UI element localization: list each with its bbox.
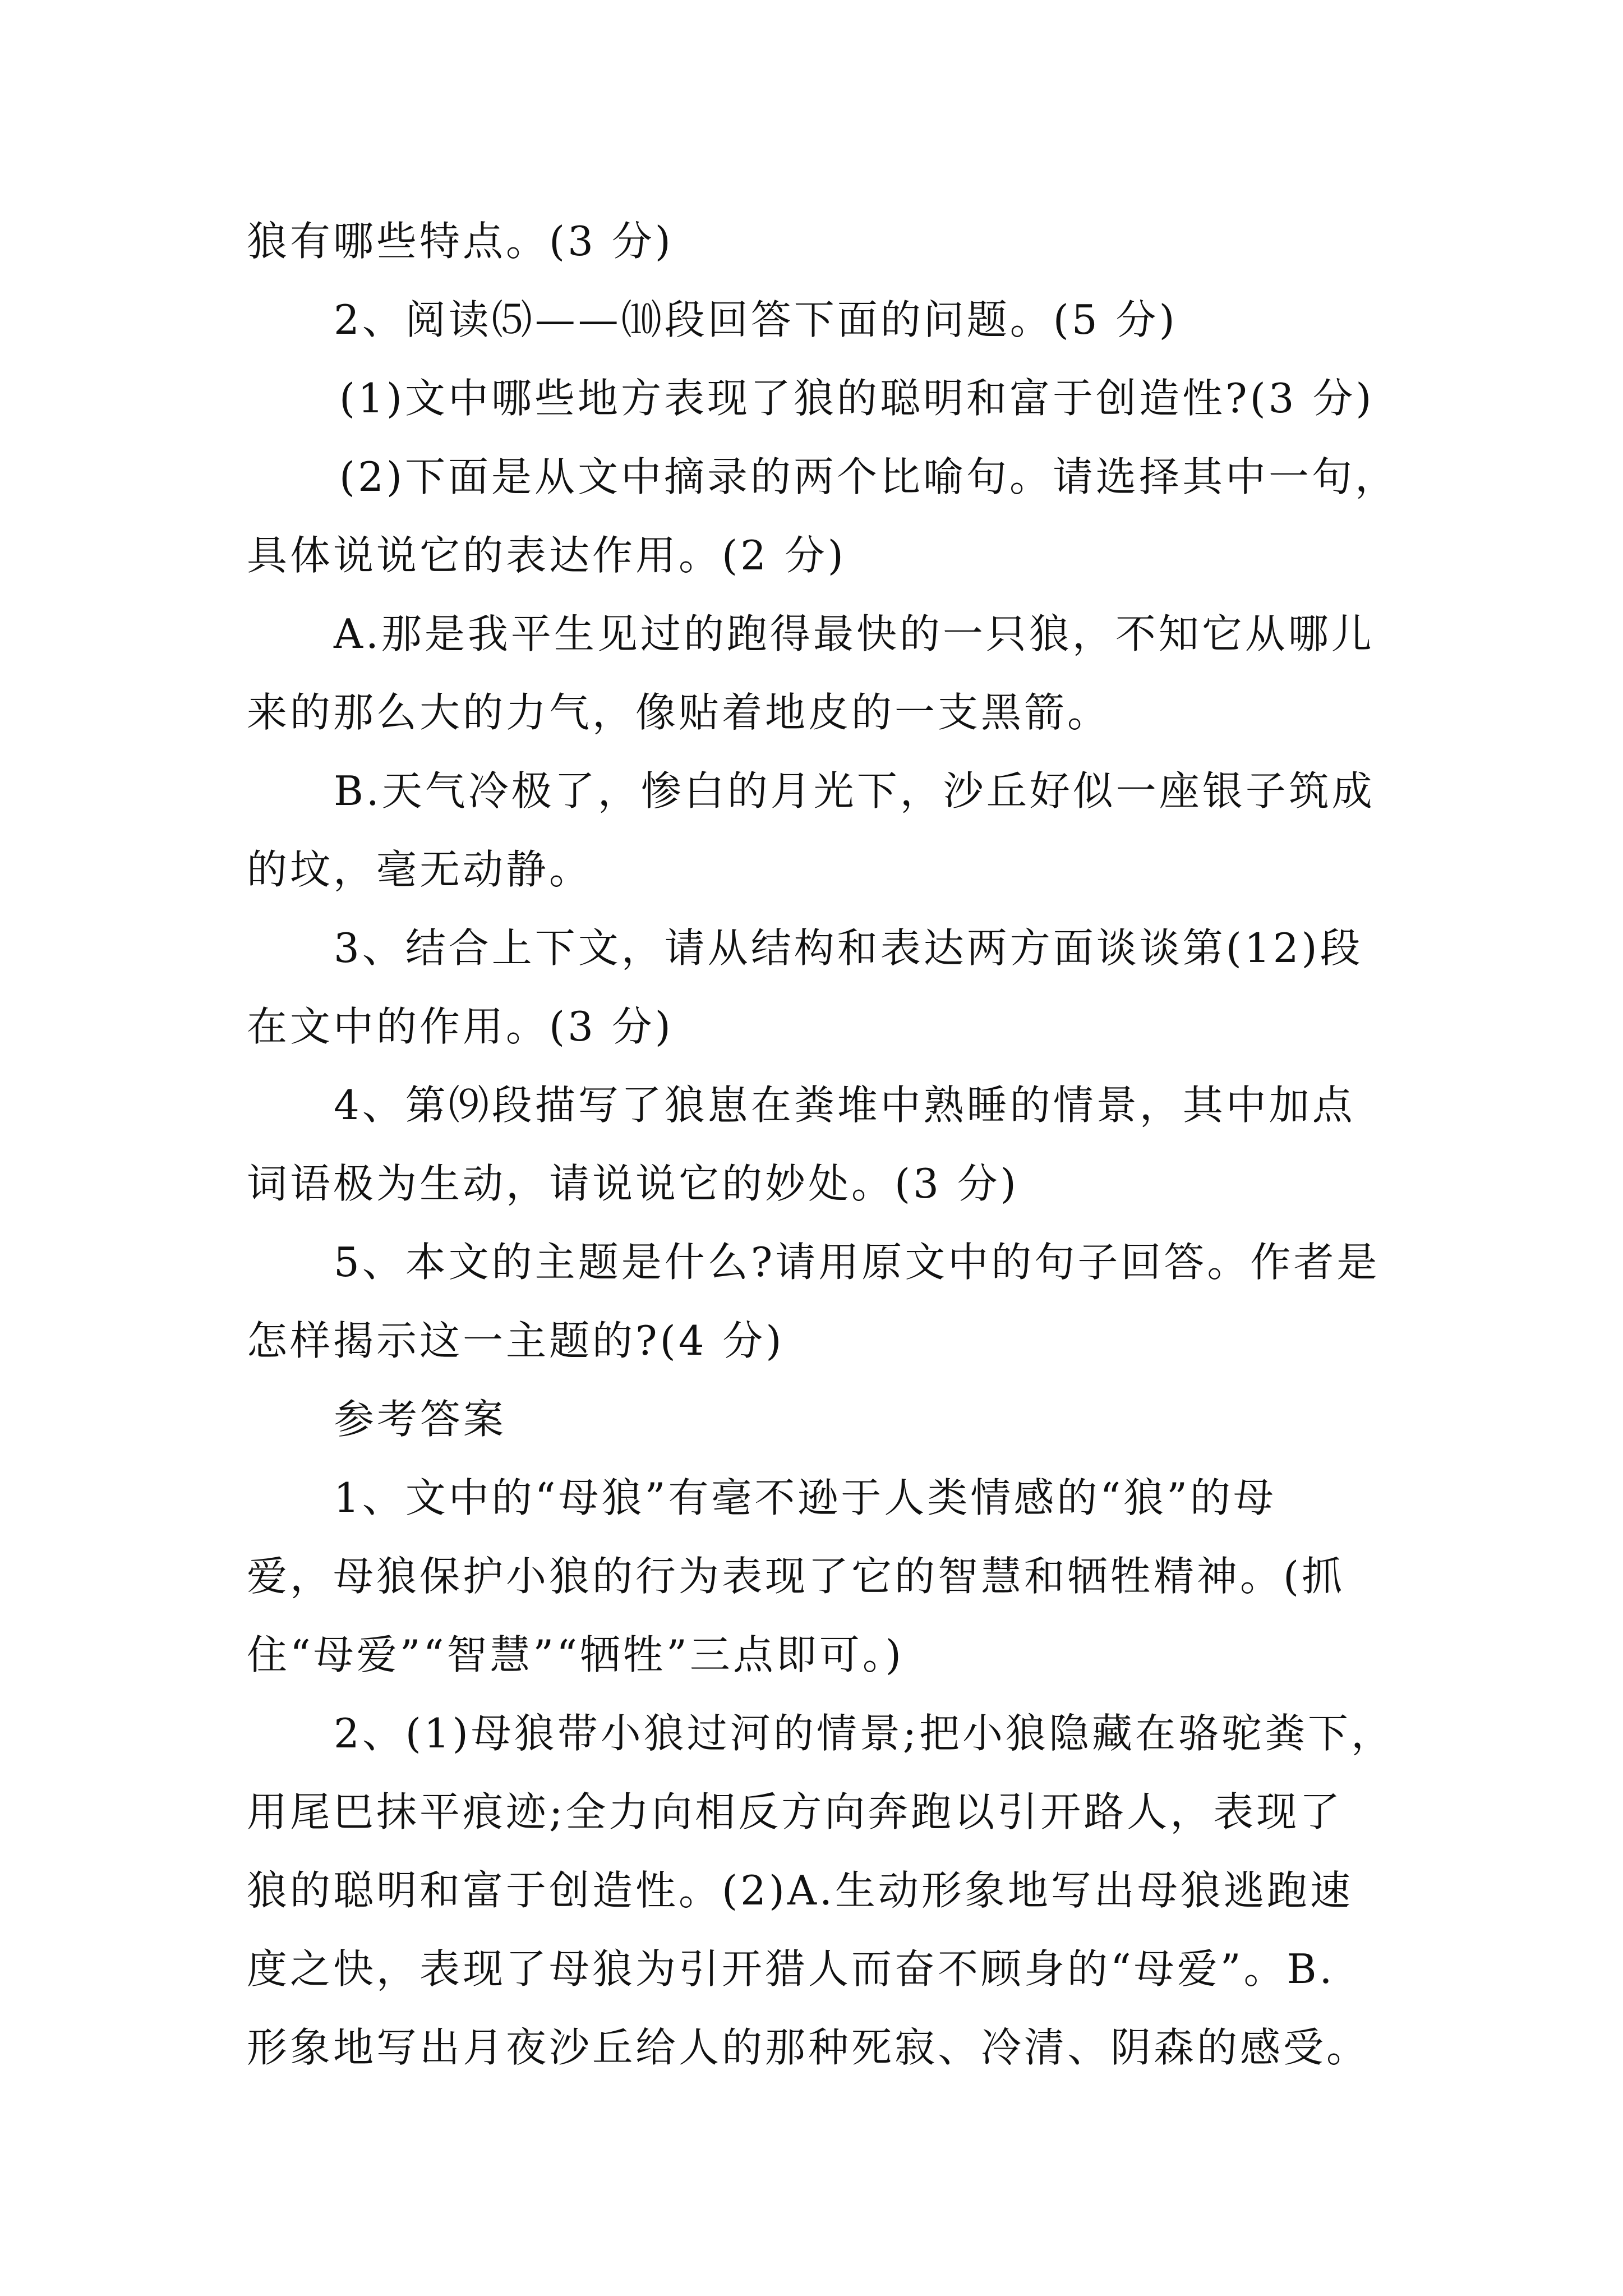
text-line: 在文中的作用。(3 分) bbox=[247, 1003, 674, 1050]
question-5-line: 5、本文的主题是什么?请用原文中的句子回答。作者是 bbox=[334, 1239, 1380, 1286]
text-line: 用尾巴抹平痕迹;全力向相反方向奔跑以引开路人，表现了 bbox=[247, 1788, 1343, 1835]
text-line: 度之快，表现了母狼为引开猎人而奋不顾身的“母爱”。B. bbox=[247, 1945, 1335, 1993]
text-line: 形象地写出月夜沙丘给人的那种死寂、冷清、阴森的感受。 bbox=[247, 2024, 1370, 2071]
question-2-2-line: (2)下面是从文中摘录的两个比喻句。请选择其中一句， bbox=[339, 453, 1398, 500]
text-line: 词语极为生动，请说说它的妙处。(3 分) bbox=[247, 1160, 1019, 1207]
question-2-line: 2、阅读⑸——⑽段回答下面的问题。(5 分) bbox=[334, 296, 1178, 343]
option-b-line: B.天气冷极了，惨白的月光下，沙丘好似一座银子筑成 bbox=[334, 767, 1375, 815]
text-line: 来的那么大的力气，像贴着地皮的一支黑箭。 bbox=[247, 689, 1111, 736]
answer-1-line: 1、文中的“母狼”有毫不逊于人类情感的“狼”的母 bbox=[334, 1474, 1277, 1521]
text-line: 住“母爱”“智慧”“牺牲”三点即可。) bbox=[247, 1631, 904, 1678]
question-3-line: 3、结合上下文，请从结构和表达两方面谈谈第(12)段 bbox=[334, 924, 1363, 972]
text-line: 狼有哪些特点。(3 分) bbox=[247, 218, 674, 265]
answers-heading: 参考答案 bbox=[334, 1396, 507, 1443]
text-line: 怎样揭示这一主题的?(4 分) bbox=[247, 1317, 785, 1364]
text-line: 狼的聪明和富于创造性。(2)A.生动形象地写出母狼逃跑速 bbox=[247, 1867, 1353, 1914]
option-a-line: A.那是我平生见过的跑得最快的一只狼，不知它从哪儿 bbox=[334, 610, 1375, 657]
text-line: 的坟，毫无动静。 bbox=[247, 846, 593, 893]
question-2-1-line: (1)文中哪些地方表现了狼的聪明和富于创造性?(3 分) bbox=[339, 375, 1375, 422]
text-line: 具体说说它的表达作用。(2 分) bbox=[247, 532, 846, 579]
answer-2-line: 2、(1)母狼带小狼过河的情景;把小狼隐藏在骆驼粪下， bbox=[334, 1710, 1395, 1757]
text-line: 爱，母狼保护小狼的行为表现了它的智慧和牺牲精神。(抓 bbox=[247, 1553, 1345, 1600]
question-4-line: 4、第⑼段描写了狼崽在粪堆中熟睡的情景，其中加点 bbox=[334, 1082, 1355, 1129]
